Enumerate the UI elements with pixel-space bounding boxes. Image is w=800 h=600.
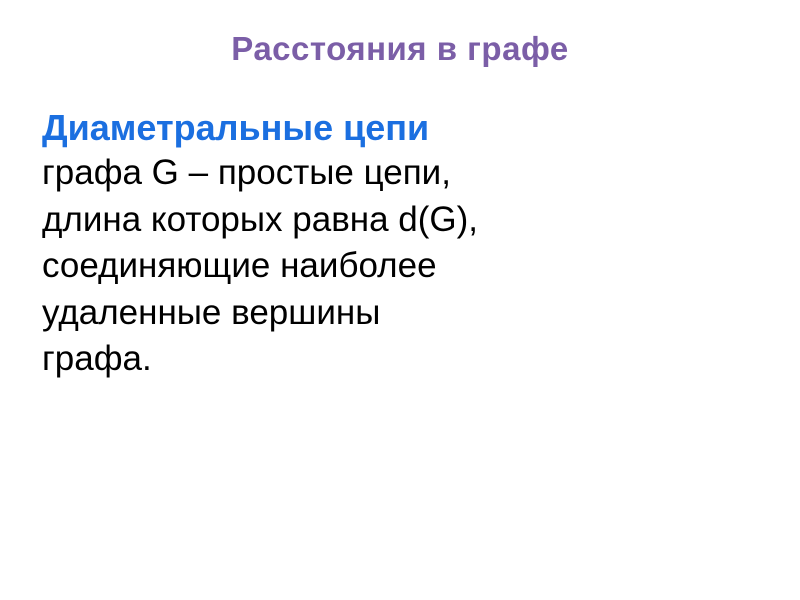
definition-term: Диаметральные цепи — [42, 107, 430, 148]
definition-line-3: соединяющие наиболее — [42, 246, 437, 286]
slide-body — [42, 105, 742, 383]
definition-line-2: длина которых равна d(G), — [42, 199, 479, 239]
definition-line-4: удаленные вершины — [42, 292, 381, 332]
definition-line-1: графа G – простые цепи, — [42, 153, 451, 192]
definition-line-5: графа. — [42, 339, 152, 379]
page-title: Расстояния в графе — [231, 30, 569, 67]
